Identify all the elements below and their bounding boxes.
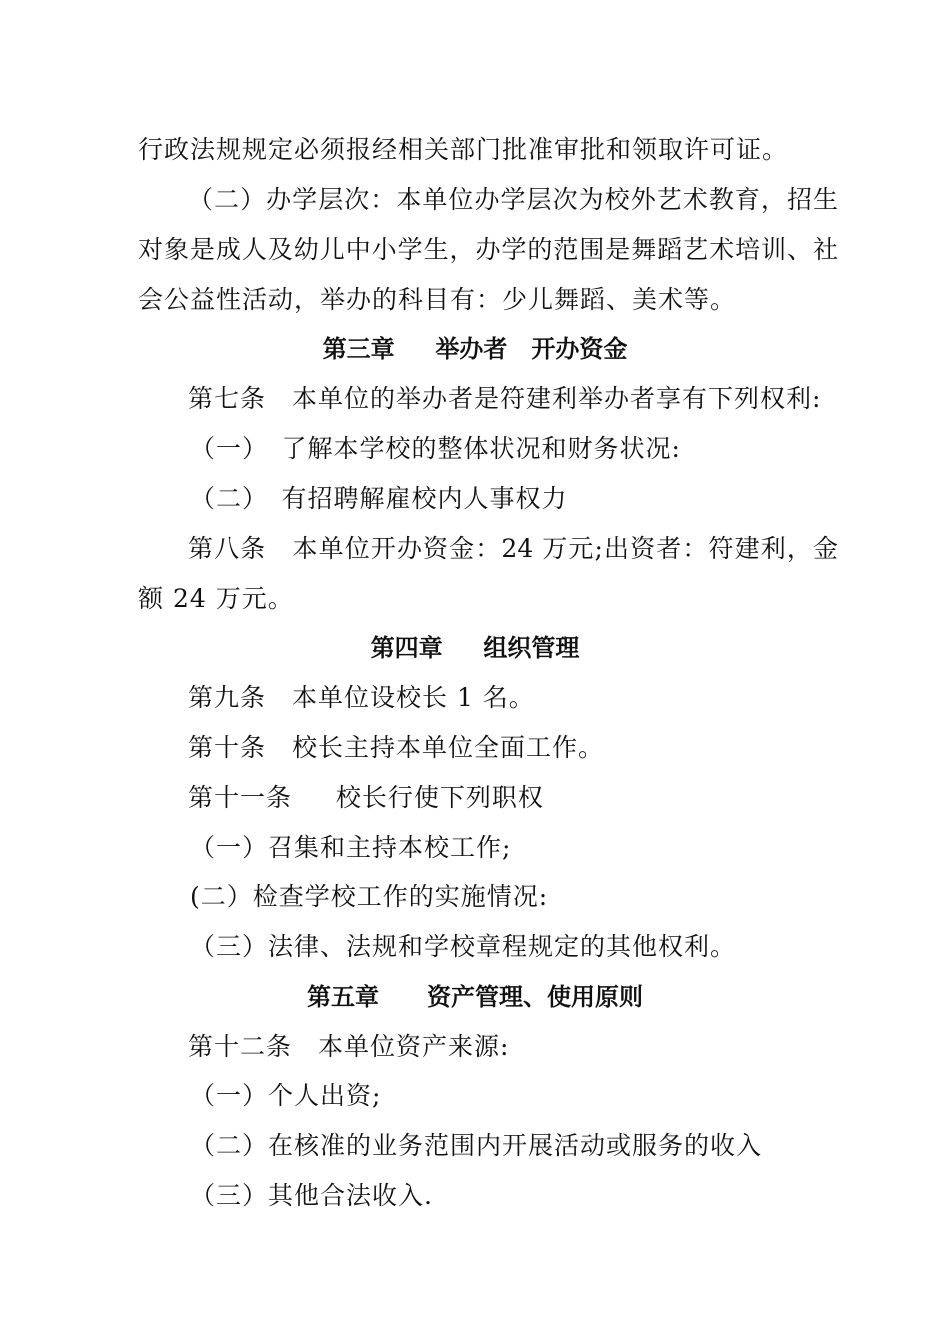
paragraph-line: 对象是成人及幼儿中小学生，办学的范围是舞蹈艺术培训、社 — [138, 235, 838, 264]
article-line: 额 24 万元。 — [138, 584, 294, 613]
list-item: （二） 有招聘解雇校内人事权力 — [190, 484, 568, 513]
paragraph-line: 会公益性活动，举办的科目有：少儿舞蹈、美术等。 — [138, 285, 737, 314]
list-item: (二）检查学校工作的实施情况: — [190, 882, 549, 911]
list-item: （一）召集和主持本校工作; — [190, 833, 512, 862]
list-item: （一）个人出资; — [190, 1081, 382, 1110]
list-item: （三）其他合法收入. — [190, 1181, 433, 1210]
article-line: 第十二条 本单位资产来源: — [188, 1032, 510, 1061]
chapter-heading: 第五章 资产管理、使用原则 — [307, 983, 643, 1011]
article-line: 第九条 本单位设校长 1 名。 — [188, 683, 535, 712]
paragraph-line: （二）办学层次：本单位办学层次为校外艺术教育，招生 — [188, 185, 838, 214]
article-line: 第八条 本单位开办资金：24 万元;出资者：符建利，金 — [188, 534, 838, 563]
article-line: 第十条 校长主持本单位全面工作。 — [188, 733, 605, 762]
list-item: （一） 了解本学校的整体状况和财务状况: — [190, 434, 681, 463]
list-item: （二）在核准的业务范围内开展活动或服务的收入 — [190, 1131, 763, 1160]
paragraph-line: 行政法规规定必须报经相关部门批准审批和领取许可证。 — [138, 135, 789, 164]
article-line: 第七条 本单位的举办者是符建利举办者享有下列权利: — [188, 384, 822, 413]
article-line: 第十一条 校长行使下列职权 — [188, 783, 544, 812]
chapter-heading: 第三章 举办者 开办资金 — [322, 335, 628, 363]
list-item: （三）法律、法规和学校章程规定的其他权利。 — [190, 932, 737, 961]
chapter-heading: 第四章 组织管理 — [370, 634, 580, 662]
